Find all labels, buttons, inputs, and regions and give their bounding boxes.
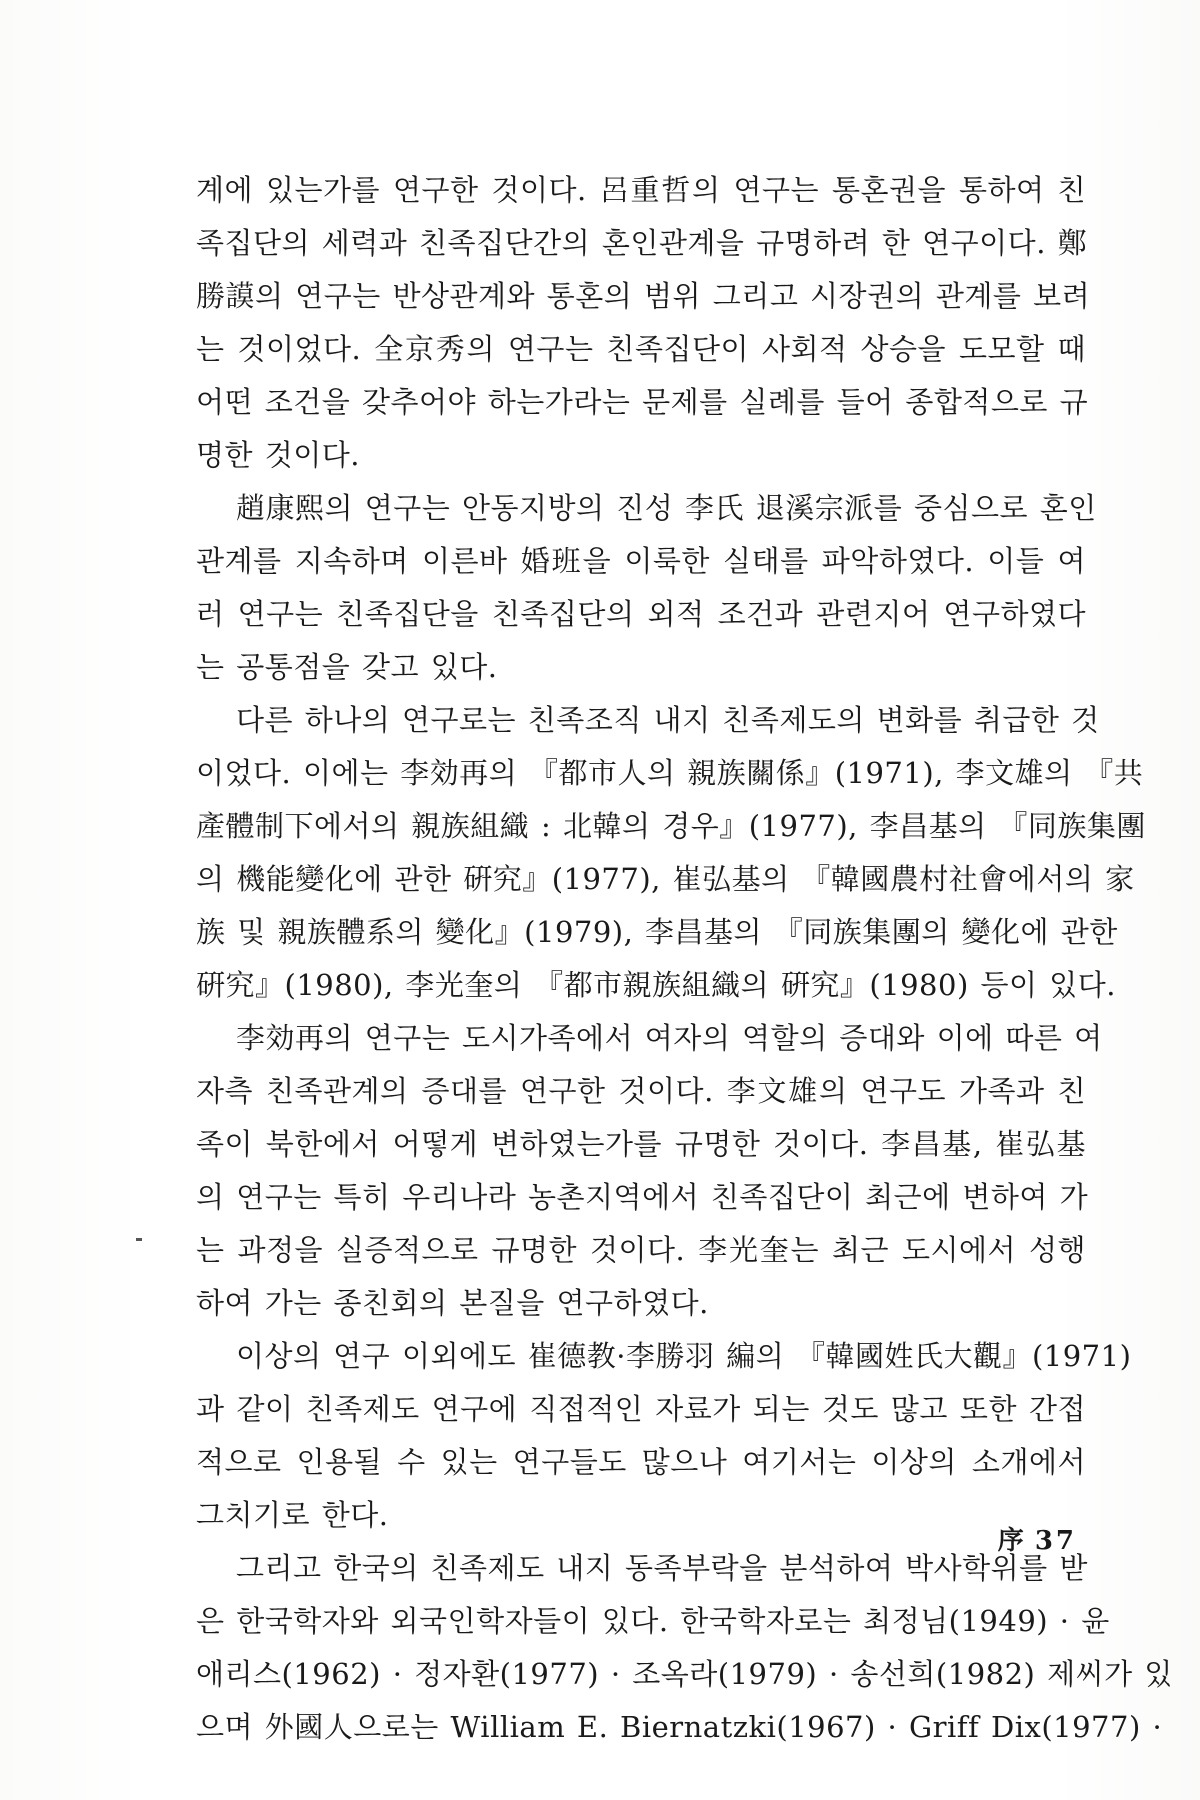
text-line: 의 연구는 특히 우리나라 농촌지역에서 친족집단이 최근에 변하여 가 (196, 1180, 1089, 1214)
folio-label: 序 (997, 1526, 1027, 1556)
text-line: 과 같이 친족제도 연구에 직접적인 자료가 되는 것도 많고 또한 간접 (196, 1392, 1086, 1426)
text-line: 자측 친족관계의 증대를 연구한 것이다. 李文雄의 연구도 가족과 친 (196, 1074, 1086, 1108)
text-line: 硏究』(1980), 李光奎의 『都市親族組織의 硏究』(1980) 등이 있다. (196, 968, 1116, 1002)
text-line: 계에 있는가를 연구한 것이다. 呂重哲의 연구는 통혼권을 통하여 친 (196, 173, 1086, 207)
text-line: 명한 것이다. (196, 438, 361, 472)
text-line: 어떤 조건을 갖추어야 하는가라는 문제를 실례를 들어 종합적으로 규 (196, 385, 1089, 419)
paragraph-first-line: 이상의 연구 이외에도 崔德教·李勝羽 編의 『韓國姓氏大觀』(1971) (236, 1339, 1132, 1373)
print-speck (136, 1238, 142, 1241)
body-text (196, 164, 1173, 1754)
text-line: 으며 外國人으로는 William E. Biernatzki(1967) · Griff Dix(1977) · (196, 1710, 1163, 1744)
text-line: 는 공통점을 갖고 있다. (196, 650, 498, 684)
text-line: 족이 북한에서 어떻게 변하였는가를 규명한 것이다. 李昌基, 崔弘基 (196, 1127, 1086, 1161)
text-line: 하여 가는 종친회의 본질을 연구하였다. (196, 1286, 709, 1320)
text-line: 은 한국학자와 외국인학자들이 있다. 한국학자로는 최정님(1949) · 윤 (196, 1604, 1110, 1638)
text-line: 族 및 親族體系의 變化』(1979), 李昌基의 『同族集團의 變化에 관한 (196, 915, 1118, 949)
text-line: 족집단의 세력과 친족집단간의 혼인관계을 규명하려 한 연구이다. 鄭 (196, 226, 1088, 260)
text-line: 이었다. 이에는 李効再의 『都市人의 親族關係』(1971), 李文雄의 『共 (196, 756, 1144, 790)
text-line: 勝謨의 연구는 반상관계와 통혼의 범위 그리고 시장권의 관계를 보려 (196, 279, 1091, 313)
page-folio (990, 1520, 1077, 1557)
text-line: 러 연구는 친족집단을 친족집단의 외적 조건과 관련지어 연구하였다 (196, 597, 1086, 631)
text-line: 적으로 인용될 수 있는 연구들도 많으나 여기서는 이상의 소개에서 (196, 1445, 1086, 1479)
text-line: 產體制下에서의 親族組織 : 北韓의 경우』(1977), 李昌基의 『同族集團 (196, 809, 1146, 843)
text-line: 의 機能變化에 관한 硏究』(1977), 崔弘基의 『韓國農村社會에서의 家 (196, 862, 1135, 896)
page-number: 37 (1034, 1526, 1077, 1556)
text-line: 는 것이었다. 全京秀의 연구는 친족집단이 사회적 상승을 도모할 때 (196, 332, 1086, 366)
paragraph-first-line: 다른 하나의 연구로는 친족조직 내지 친족제도의 변화를 취급한 것 (236, 703, 1100, 737)
text-line: 그치기로 한다. (196, 1498, 389, 1532)
text-line: 관계를 지속하며 이른바 婚班을 이룩한 실태를 파악하였다. 이들 여 (196, 544, 1086, 578)
paragraph-first-line: 李効再의 연구는 도시가족에서 여자의 역할의 증대와 이에 따른 여 (236, 1021, 1103, 1055)
paragraph-first-line: 趙康熙의 연구는 안동지방의 진성 李氏 退溪宗派를 중심으로 혼인 (236, 491, 1097, 525)
text-line: 는 과정을 실증적으로 규명한 것이다. 李光奎는 최근 도시에서 성행 (196, 1233, 1086, 1267)
text-line: 애리스(1962) · 정자환(1977) · 조옥라(1979) · 송선희(1982) 제씨가 있 (196, 1657, 1173, 1691)
paragraph-first-line: 그리고 한국의 친족제도 내지 동족부락을 분석하여 박사학위를 받 (236, 1551, 1088, 1585)
